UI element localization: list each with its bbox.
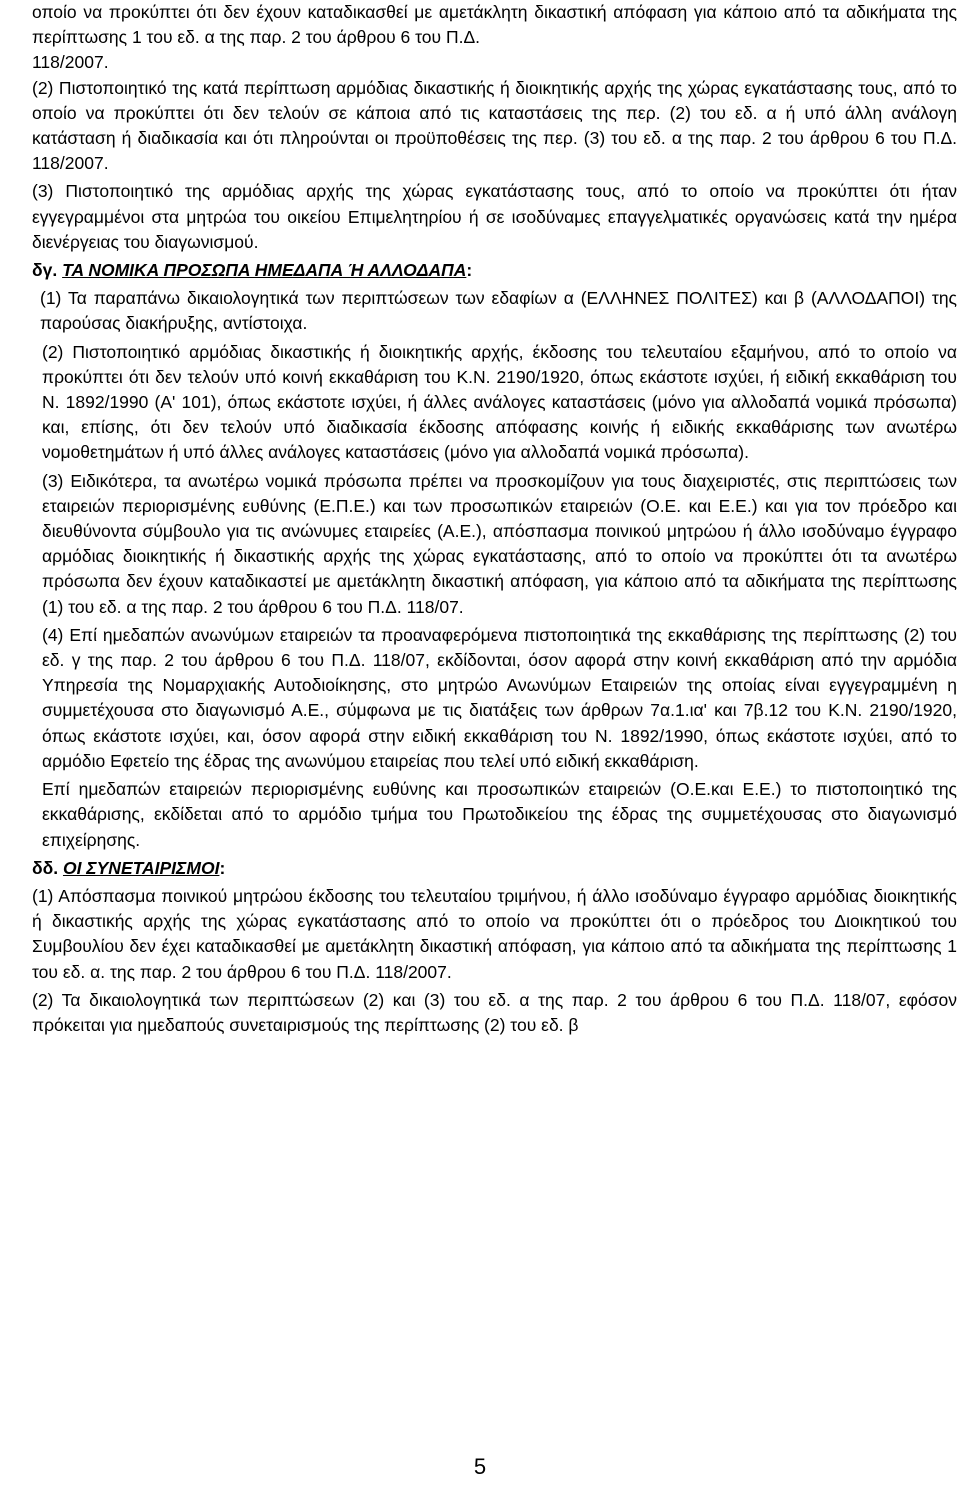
legal-entity-item-5: Επί ημεδαπών εταιρειών περιορισμένης ευθύνης και προσωπικών εταιρειών (Ο.Ε.και Ε.Ε.) το πιστοποιητικό της εκκαθάρισης, εκδίδεται από το αρμόδιο τμήμα του Πρωτοδικείου της έδρας της συμμετέχουσας στο διαγωνισμό επιχείρησης. <box>42 779 957 850</box>
section-heading-legal-entities: δγ. ΤΑ ΝΟΜΙΚΑ ΠΡΟΣΩΠΑ ΗΜΕΔΑΠΑ Ή ΑΛΛΟΔΑΠΑ: <box>32 260 473 281</box>
page-number: 5 <box>473 1454 487 1479</box>
legal-entity-item-1: (1) Τα παραπάνω δικαιολογητικά των περιπτώσεων των εδαφίων α (ΕΛΛΗΝΕΣ ΠΟΛΙΤΕΣ) και β (ΑΛΛΟΔΑΠΟΙ) της παρούσας διακήρυξης, αντίστοιχα. <box>40 288 957 334</box>
section-label: δδ. <box>32 857 59 878</box>
section-title: ΤΑ ΝΟΜΙΚΑ ΠΡΟΣΩΠΑ ΗΜΕΔΑΠΑ Ή ΑΛΛΟΔΑΠΑ <box>62 260 467 281</box>
paragraph-top-2: (2) Πιστοποιητικό της κατά περίπτωση αρμόδιας δικαστικής ή διοικητικής αρχής της χώρας εγκατάστασης τους, από το οποίο να προκύπτει ότι δεν τελούν σε κάποια από τις καταστάσεις της περ. (2) του εδ. α ή υπό άλλη ανάλογη κατάσταση ή διαδικασία και ότι πληρούνται οι προϋποθέσεις της περ. (3) του εδ. α της παρ. 2 του άρθρου 6 του Π.Δ. 118/2007. <box>32 77 957 174</box>
section-title: ΟΙ ΣΥΝΕΤΑΙΡΙΣΜΟΙ <box>62 857 220 878</box>
section-heading-cooperatives: δδ. ΟΙ ΣΥΝΕΤΑΙΡΙΣΜΟΙ: <box>32 857 226 878</box>
cooperative-item-2: (2) Τα δικαιολογητικά των περιπτώσεων (2) και (3) του εδ. α της παρ. 2 του άρθρου 6 του Π.Δ. 118/07, εφόσον πρόκειται για ημεδαπούς συνεταιρισμούς της περίπτωσης (2) του εδ. β <box>32 989 957 1035</box>
legal-entity-item-3: (3) Ειδικότερα, τα ανωτέρω νομικά πρόσωπα πρέπει να προσκομίζουν για τους διαχειριστές, στις περιπτώσεις των εταιρειών περιορισμένης ευθύνης (Ε.Π.Ε.) και των προσωπικών εταιρειών (Ο.Ε. και Ε.Ε.) και για τον πρόεδρο και διευθύνοντα σύμβουλο για τις ανώνυμες εταιρείες (Α.Ε.), απόσπασμα ποινικού μητρώου ή άλλο ισοδύναμο έγγραφο αρμόδιας διοικητικής ή δικαστικής αρχής της χώρας εγκατάστασης, από το οποίο να προκύπτει ότι τα ανωτέρω πρόσωπα δεν έχουν καταδικαστεί με αμετάκλητη δικαστική απόφαση, για κάποιο από τα αδικήματα της περίπτωσης (1) του εδ. α της παρ. 2 του άρθρου 6 του Π.Δ. 118/07. <box>42 470 957 617</box>
legal-entity-item-4: (4) Επί ημεδαπών ανωνύμων εταιρειών τα προαναφερόμενα πιστοποιητικά της εκκαθάρισης της περίπτωσης (2) του εδ. γ της παρ. 2 του άρθρου 6 του Π.Δ. 118/07, εκδίδονται, όσον αφορά στην κοινή εκκαθάριση από την αρμόδια Υπηρεσία της Νομαρχιακής Αυτοδιοίκησης, στο μητρώο Ανωνύμων Εταιρειών της οποίας είναι εγγεγραμμένη η συμμετέχουσα στο διαγωνισμό Α.Ε., σύμφωνα με τις διατάξεις των άρθρων 7α.1.ια' και 7β.12 του Κ.Ν. 2190/1920, όπως εκάστοτε ισχύει, και, όσον αφορά στην ειδική εκκαθάριση του Ν. 1892/1990, όπως εκάστοτε ισχύει, από το αρμόδιο Εφετείο της έδρας της ανωνύμου εταιρείας που τελεί υπό ειδική εκκαθάριση. <box>42 624 957 771</box>
continuation-text: οποίο να προκύπτει ότι δεν έχουν καταδικασθεί με αμετάκλητη δικαστική απόφαση για κάποιο από τα αδικήματα της περίπτωσης 1 του εδ. α της παρ. 2 του άρθρου 6 του Π.Δ. 118/2007. <box>32 2 957 73</box>
document-body <box>32 0 957 1038</box>
cooperative-item-1: (1) Απόσπασμα ποινικού μητρώου έκδοσης του τελευταίου τριμήνου, ή άλλο ισοδύναμο έγγραφο αρμόδιας διοικητικής ή δικαστικής αρχής της χώρας εγκατάστασης από το οποίο να προκύπτει ότι ο πρόεδρος του Διοικητικού του Συμβουλίου δεν έχει καταδικασθεί με αμετάκλητη δικαστική απόφαση, για κάποιο από τα αδικήματα της περίπτωσης 1 του εδ. α. της παρ. 2 του άρθρου 6 του Π.Δ. 118/2007. <box>32 885 957 982</box>
paragraph-top-3: (3) Πιστοποιητικό της αρμόδιας αρχής της χώρας εγκατάστασης τους, από το οποίο να προκύπτει ότι ήταν εγγεγραμμένοι στα μητρώα του οικείου Επιμελητηρίου ή σε ισοδύναμες επαγγελματικές οργανώσεις κατά την ημέρα διενέργειας του διαγωνισμού. <box>32 181 957 252</box>
section-label: δγ. <box>32 260 58 281</box>
legal-entity-item-2: (2) Πιστοποιητικό αρμόδιας δικαστικής ή διοικητικής αρχής, έκδοσης του τελευταίου εξαμήνου, από το οποίο να προκύπτει ότι δεν τελούν υπό κοινή εκκαθάριση του Κ.Ν. 2190/1920, όπως εκάστοτε ισχύει, ή ειδική εκκαθάριση του Ν. 1892/1990 (Α' 101), όπως εκάστοτε ισχύει, ή άλλες ανάλογες καταστάσεις (μόνο για αλλοδαπά νομικά πρόσωπα) και, επίσης, ότι δεν τελούν υπό διαδικασία έκδοσης απόφασης κοινής ή ειδικής εκκαθάρισης των ανωτέρω νομοθετημάτων ή υπό άλλες ανάλογες καταστάσεις (μόνο για αλλοδαπά νομικά πρόσωπα). <box>42 341 957 463</box>
